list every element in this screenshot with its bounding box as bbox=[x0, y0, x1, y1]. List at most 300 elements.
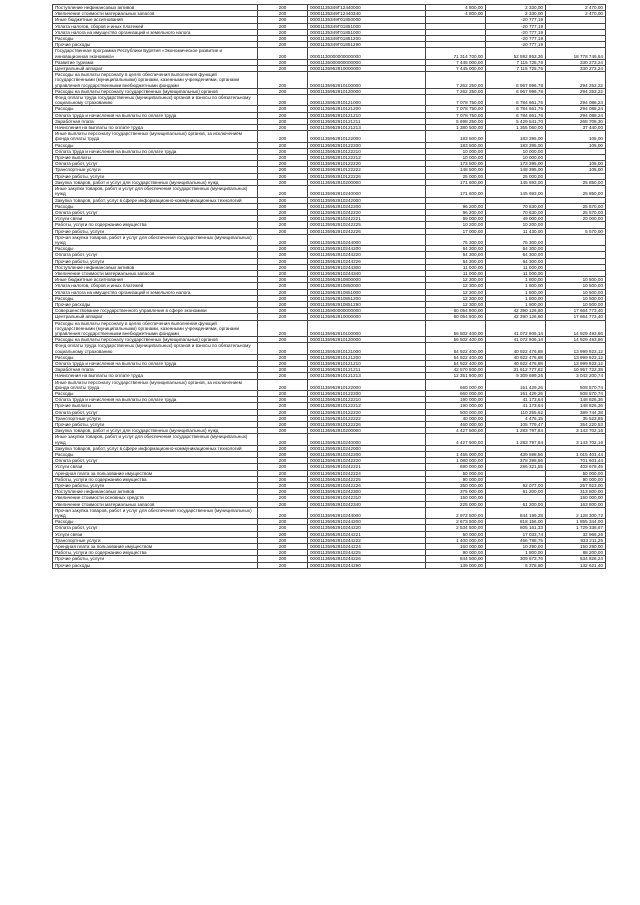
approved-amount-cell: 11 000,00 bbox=[426, 264, 486, 270]
table-row bbox=[53, 95, 606, 106]
approved-amount-cell: 4 800,00 bbox=[426, 11, 486, 17]
budget-code-cell: 00001135952910200000 bbox=[308, 428, 426, 434]
table-body bbox=[53, 5, 606, 569]
unexecuted-amount-cell: 257 923,00 bbox=[546, 483, 606, 489]
executed-amount-cell: 10 000,00 bbox=[486, 148, 546, 154]
approved-amount-cell: 7 445 000,00 bbox=[426, 66, 486, 72]
budget-code-cell: 00001135952910121000 bbox=[308, 95, 426, 106]
budget-code-cell: 00001135952910122212 bbox=[308, 155, 426, 161]
approved-amount-cell: 12 300,00 bbox=[426, 283, 486, 289]
budget-code-cell: 00001135952910121213 bbox=[308, 125, 426, 131]
line-code-cell: 200 bbox=[258, 112, 308, 118]
unexecuted-amount-cell: 330 273,24 bbox=[546, 59, 606, 65]
executed-amount-cell: 151 429,26 bbox=[486, 379, 546, 390]
line-code-cell: 200 bbox=[258, 277, 308, 283]
budget-code-cell: 00001135952910800000 bbox=[308, 277, 426, 283]
approved-amount-cell: 690 000,00 bbox=[426, 464, 486, 470]
table-row bbox=[53, 373, 606, 379]
line-code-cell: 200 bbox=[258, 354, 308, 360]
budget-code-cell: 00001135952910242200 bbox=[308, 452, 426, 458]
approved-amount-cell: 12 351 900,00 bbox=[426, 373, 486, 379]
budget-code-cell: 00001135952910244225 bbox=[308, 550, 426, 556]
executed-amount-cell: 1 800,00 bbox=[486, 289, 546, 295]
budget-code-cell: 00001135952910240000 bbox=[308, 434, 426, 445]
line-name-cell: Увеличение стоимости материальных запасов bbox=[53, 270, 258, 276]
unexecuted-amount-cell: 25 850,00 bbox=[546, 179, 606, 185]
budget-code-cell: 00001135952910850000 bbox=[308, 283, 426, 289]
line-code-cell: 200 bbox=[258, 367, 308, 373]
executed-amount-cell: 378 398,56 bbox=[486, 458, 546, 464]
line-code-cell: 200 bbox=[258, 72, 308, 89]
line-name-cell: Оплата труда и начисления на выплаты по оплате труда bbox=[53, 360, 258, 366]
unexecuted-amount-cell: 50 000,00 bbox=[546, 470, 606, 476]
line-code-cell: 200 bbox=[258, 428, 308, 434]
line-name-cell: Расходы bbox=[53, 36, 258, 42]
table-row bbox=[53, 186, 606, 197]
line-code-cell: 200 bbox=[258, 42, 308, 48]
line-name-cell: Развитие туризма bbox=[53, 59, 258, 65]
line-name-cell: Совершенствование государственного управления в сфере экономики bbox=[53, 308, 258, 314]
executed-amount-cell: 9 309 699,26 bbox=[486, 373, 546, 379]
line-code-cell: 200 bbox=[258, 397, 308, 403]
budget-code-cell: 00001135349Г12440340 bbox=[308, 11, 426, 17]
approved-amount-cell: 90 000,00 bbox=[426, 550, 486, 556]
budget-code-cell: 00001135952910121000 bbox=[308, 343, 426, 354]
executed-amount-cell: 31 612 777,62 bbox=[486, 367, 546, 373]
unexecuted-amount-cell: 354 220,53 bbox=[546, 422, 606, 428]
executed-amount-cell: 173 395,00 bbox=[486, 161, 546, 167]
executed-amount-cell: 42 390 126,60 bbox=[486, 308, 546, 314]
approved-amount-cell: 1 455 000,00 bbox=[426, 452, 486, 458]
approved-amount-cell: 10 000,00 bbox=[426, 148, 486, 154]
line-name-cell: Расходы bbox=[53, 295, 258, 301]
table-row bbox=[53, 308, 606, 314]
budget-code-cell: 00001135952910242300 bbox=[308, 489, 426, 495]
budget-code-cell: 00001135952910244000 bbox=[308, 234, 426, 245]
executed-amount-cell: 41 072 906,14 bbox=[486, 337, 546, 343]
approved-amount-cell: 96 200,00 bbox=[426, 209, 486, 215]
approved-amount-cell: 1 400 000,00 bbox=[426, 537, 486, 543]
table-row bbox=[53, 428, 606, 434]
line-name-cell: Транспортные услуги bbox=[53, 537, 258, 543]
approved-amount-cell: 90 000,00 bbox=[426, 476, 486, 482]
approved-amount-cell: 173 500,00 bbox=[426, 161, 486, 167]
line-code-cell: 200 bbox=[258, 434, 308, 445]
budget-code-cell: 00001135952910122220 bbox=[308, 161, 426, 167]
line-name-cell: Центральный аппарат bbox=[53, 314, 258, 320]
executed-amount-cell: 183 395,00 bbox=[486, 142, 546, 148]
approved-amount-cell: 500 000,00 bbox=[426, 409, 486, 415]
line-name-cell: Оплата труда и начисления на выплаты по оплате труда bbox=[53, 112, 258, 118]
budget-code-cell: 00001135952910244200 bbox=[308, 246, 426, 252]
line-name-cell: Прочие работы, услуги bbox=[53, 422, 258, 428]
budget-code-cell: 00001135952910122222 bbox=[308, 167, 426, 173]
unexecuted-amount-cell: 150 000,00 bbox=[546, 495, 606, 501]
approved-amount-cell: 7 078 750,00 bbox=[426, 95, 486, 106]
unexecuted-amount-cell: 88 200,00 bbox=[546, 550, 606, 556]
line-name-cell: Иные закупки товаров, работ и услуг для обеспечения государственных (муниципальных) нужд bbox=[53, 434, 258, 445]
approved-amount-cell: 69 000,00 bbox=[426, 216, 486, 222]
budget-code-cell: 00001135952910122210 bbox=[308, 397, 426, 403]
line-code-cell: 200 bbox=[258, 422, 308, 428]
approved-amount-cell: 96 200,00 bbox=[426, 203, 486, 209]
line-name-cell: Иные выплаты персоналу государственных (муниципальных) органов, за исключением фонда оплаты труда bbox=[53, 379, 258, 390]
unexecuted-amount-cell: 25 570,00 bbox=[546, 209, 606, 215]
unexecuted-amount-cell: 1 015 401,44 bbox=[546, 452, 606, 458]
unexecuted-amount-cell: 13 999 923,12 bbox=[546, 354, 606, 360]
approved-amount-cell: 17 000,00 bbox=[426, 228, 486, 234]
approved-amount-cell: 75 300,00 bbox=[426, 234, 486, 245]
line-code-cell: 200 bbox=[258, 234, 308, 245]
line-code-cell: 200 bbox=[258, 544, 308, 550]
approved-amount-cell: 4 800,00 bbox=[426, 5, 486, 11]
executed-amount-cell: -20 777,19 bbox=[486, 36, 546, 42]
line-code-cell: 200 bbox=[258, 391, 308, 397]
executed-amount-cell: 6 784 661,76 bbox=[486, 112, 546, 118]
unexecuted-amount-cell: 5 570,00 bbox=[546, 228, 606, 234]
line-code-cell: 200 bbox=[258, 519, 308, 525]
line-code-cell: 200 bbox=[258, 308, 308, 314]
executed-amount-cell: 52 592 953,36 bbox=[486, 48, 546, 59]
unexecuted-amount-cell: 10 957 722,38 bbox=[546, 367, 606, 373]
approved-amount-cell: 225 000,00 bbox=[426, 501, 486, 507]
line-code-cell: 200 bbox=[258, 155, 308, 161]
line-name-cell: Уплата налога на имущество организаций и земельного налога bbox=[53, 289, 258, 295]
budget-code-cell: 00001135952910244200 bbox=[308, 519, 426, 525]
unexecuted-amount-cell: 330 273,24 bbox=[546, 66, 606, 72]
budget-code-cell: 00001135952910851200 bbox=[308, 295, 426, 301]
approved-amount-cell: 139 000,00 bbox=[426, 562, 486, 568]
expenditure-table bbox=[52, 4, 606, 569]
line-name-cell: Фонд оплаты труда государственных (муниципальных) органов и взносы по обязательному социальному страхованию bbox=[53, 343, 258, 354]
table-row bbox=[53, 112, 606, 118]
line-code-cell: 200 bbox=[258, 258, 308, 264]
approved-amount-cell: 7 262 250,00 bbox=[426, 72, 486, 89]
executed-amount-cell: 151 429,26 bbox=[486, 391, 546, 397]
line-code-cell: 200 bbox=[258, 556, 308, 562]
unexecuted-amount-cell: 389 744,38 bbox=[546, 409, 606, 415]
line-code-cell: 200 bbox=[258, 118, 308, 124]
budget-code-cell: 00001135952910122212 bbox=[308, 403, 426, 409]
budget-code-cell: 00001135952910242000 bbox=[308, 445, 426, 451]
budget-code-cell: 00001135952910122220 bbox=[308, 409, 426, 415]
executed-amount-cell: 1 283 797,84 bbox=[486, 434, 546, 445]
table-row bbox=[53, 343, 606, 354]
budget-code-cell: 00001135952910244222 bbox=[308, 537, 426, 543]
budget-code-cell: 00001135952910242220 bbox=[308, 458, 426, 464]
unexecuted-amount-cell: 150 290,00 bbox=[546, 544, 606, 550]
budget-code-cell: 00001135000000000000 bbox=[308, 59, 426, 65]
unexecuted-amount-cell: 403 678,45 bbox=[546, 464, 606, 470]
line-name-cell: Уплата налогов, сборов и иных платежей bbox=[53, 23, 258, 29]
executed-amount-cell: 2 330,00 bbox=[486, 5, 546, 11]
line-name-cell: Прочая закупка товаров, работ и услуг для обеспечения государственных (муниципальных) нужд bbox=[53, 234, 258, 245]
executed-amount-cell: 40 922 476,88 bbox=[486, 343, 546, 354]
document-page bbox=[52, 4, 605, 569]
line-name-cell: Расходы bbox=[53, 203, 258, 209]
approved-amount-cell: 56 502 400,00 bbox=[426, 320, 486, 337]
line-code-cell: 200 bbox=[258, 537, 308, 543]
executed-amount-cell: -20 777,19 bbox=[486, 17, 546, 23]
budget-code-cell: 00001135952910244226 bbox=[308, 258, 426, 264]
unexecuted-amount-cell: 14 929 493,86 bbox=[546, 337, 606, 343]
line-code-cell: 200 bbox=[258, 228, 308, 234]
budget-code-cell: 00001135952910851000 bbox=[308, 289, 426, 295]
executed-amount-cell: 6 784 661,76 bbox=[486, 106, 546, 112]
line-code-cell: 200 bbox=[258, 11, 308, 17]
executed-amount-cell: 49 000,00 bbox=[486, 216, 546, 222]
line-code-cell: 200 bbox=[258, 186, 308, 197]
table-row bbox=[53, 544, 606, 550]
approved-amount-cell: 10 200,00 bbox=[426, 222, 486, 228]
line-name-cell: Начисления на выплаты по оплате труда bbox=[53, 125, 258, 131]
line-code-cell: 200 bbox=[258, 525, 308, 531]
approved-amount-cell: 7 445 000,00 bbox=[426, 59, 486, 65]
line-name-cell: Расходы bbox=[53, 391, 258, 397]
budget-code-cell: 00001135952910242221 bbox=[308, 464, 426, 470]
line-name-cell: Транспортные услуги bbox=[53, 167, 258, 173]
approved-amount-cell: 350 000,00 bbox=[426, 483, 486, 489]
line-code-cell: 200 bbox=[258, 106, 308, 112]
budget-code-cell: 00001135952910242225 bbox=[308, 222, 426, 228]
executed-amount-cell: -20 777,19 bbox=[486, 23, 546, 29]
budget-code-cell: 00001135952910240000 bbox=[308, 186, 426, 197]
approved-amount-cell: 7 262 250,00 bbox=[426, 88, 486, 94]
unexecuted-amount-cell: 10 500,00 bbox=[546, 283, 606, 289]
executed-amount-cell: 70 630,00 bbox=[486, 209, 546, 215]
budget-code-cell: 00001135952910244220 bbox=[308, 252, 426, 258]
approved-amount-cell: 54 922 400,00 bbox=[426, 343, 486, 354]
line-code-cell: 200 bbox=[258, 36, 308, 42]
executed-amount-cell: 40 922 476,88 bbox=[486, 354, 546, 360]
executed-amount-cell: 5 429 541,70 bbox=[486, 118, 546, 124]
line-code-cell: 200 bbox=[258, 507, 308, 518]
budget-code-cell: 00001135952910242226 bbox=[308, 483, 426, 489]
budget-code-cell: 00001135952910242224 bbox=[308, 470, 426, 476]
line-code-cell: 200 bbox=[258, 142, 308, 148]
line-code-cell: 200 bbox=[258, 283, 308, 289]
approved-amount-cell: 4 427 500,00 bbox=[426, 428, 486, 434]
line-code-cell: 200 bbox=[258, 173, 308, 179]
line-name-cell: Увеличение стоимости материальных запасов bbox=[53, 501, 258, 507]
executed-amount-cell: 7 115 725,76 bbox=[486, 59, 546, 65]
table-row bbox=[53, 501, 606, 507]
approved-amount-cell: 60 054 900,00 bbox=[426, 308, 486, 314]
unexecuted-amount-cell: 3 143 702,16 bbox=[546, 434, 606, 445]
table-row bbox=[53, 562, 606, 568]
table-row bbox=[53, 23, 606, 29]
line-name-cell: Иные бюджетные ассигнования bbox=[53, 277, 258, 283]
budget-code-cell: 00001135952910121213 bbox=[308, 373, 426, 379]
table-row bbox=[53, 222, 606, 228]
table-row bbox=[53, 337, 606, 343]
unexecuted-amount-cell: 132 621,40 bbox=[546, 562, 606, 568]
unexecuted-amount-cell: 933 211,25 bbox=[546, 537, 606, 543]
approved-amount-cell: 190 000,00 bbox=[426, 397, 486, 403]
unexecuted-amount-cell: 534 826,24 bbox=[546, 556, 606, 562]
line-code-cell: 200 bbox=[258, 562, 308, 568]
budget-code-cell: 00001135952910000000 bbox=[308, 66, 426, 72]
approved-amount-cell: 4 427 500,00 bbox=[426, 434, 486, 445]
executed-amount-cell: 64 300,00 bbox=[486, 246, 546, 252]
table-row bbox=[53, 360, 606, 366]
budget-code-cell: 00001135349Г01850000 bbox=[308, 17, 426, 23]
budget-code-cell: 00001135952910121211 bbox=[308, 367, 426, 373]
executed-amount-cell: 17 033,74 bbox=[486, 531, 546, 537]
approved-amount-cell: 25 000,00 bbox=[426, 173, 486, 179]
executed-amount-cell: 309 673,76 bbox=[486, 556, 546, 562]
unexecuted-amount-cell: 701 601,44 bbox=[546, 458, 606, 464]
line-code-cell: 200 bbox=[258, 131, 308, 142]
line-name-cell: Работы, услуги по содержанию имущества bbox=[53, 550, 258, 556]
approved-amount-cell: 183 500,00 bbox=[426, 142, 486, 148]
approved-amount-cell: 10 000,00 bbox=[426, 155, 486, 161]
line-name-cell: Прочие работы, услуги bbox=[53, 483, 258, 489]
unexecuted-amount-cell: 508 570,74 bbox=[546, 391, 606, 397]
budget-code-cell: 00001135349Г01851000 bbox=[308, 29, 426, 35]
unexecuted-amount-cell: 20 000,00 bbox=[546, 216, 606, 222]
budget-code-cell: 00001135952910122210 bbox=[308, 148, 426, 154]
budget-code-cell: 00001135952910121200 bbox=[308, 106, 426, 112]
budget-code-cell: 00001135349Г12440000 bbox=[308, 5, 426, 11]
budget-code-cell: 00001135952910244220 bbox=[308, 525, 426, 531]
unexecuted-amount-cell: 148 826,36 bbox=[546, 397, 606, 403]
line-code-cell: 200 bbox=[258, 216, 308, 222]
executed-amount-cell: 64 300,00 bbox=[486, 252, 546, 258]
unexecuted-amount-cell: 25 850,00 bbox=[546, 186, 606, 197]
line-name-cell: Поступление нефинансовых активов bbox=[53, 489, 258, 495]
line-name-cell: Иные бюджетные ассигнования bbox=[53, 17, 258, 23]
line-name-cell: Закупка товаров, работ, услуг в сфере информационно-коммуникационных технологий bbox=[53, 445, 258, 451]
line-code-cell: 200 bbox=[258, 66, 308, 72]
approved-amount-cell: 460 000,00 bbox=[426, 422, 486, 428]
line-name-cell: Расходы bbox=[53, 519, 258, 525]
line-code-cell: 200 bbox=[258, 295, 308, 301]
unexecuted-amount-cell: 25 570,00 bbox=[546, 203, 606, 209]
line-code-cell: 200 bbox=[258, 476, 308, 482]
unexecuted-amount-cell: 14 929 493,86 bbox=[546, 320, 606, 337]
approved-amount-cell: 7 078 750,00 bbox=[426, 106, 486, 112]
approved-amount-cell: 2 972 500,00 bbox=[426, 507, 486, 518]
line-code-cell: 200 bbox=[258, 197, 308, 203]
line-name-cell: Заработная плата bbox=[53, 118, 258, 124]
line-code-cell: 200 bbox=[258, 23, 308, 29]
line-name-cell: Закупка товаров, работ и услуг для государственных (муниципальных) нужд bbox=[53, 428, 258, 434]
unexecuted-amount-cell: 3 042 200,74 bbox=[546, 373, 606, 379]
line-code-cell: 200 bbox=[258, 314, 308, 320]
line-name-cell: Расходы bbox=[53, 452, 258, 458]
table-row bbox=[53, 379, 606, 390]
executed-amount-cell: 1 800,00 bbox=[486, 283, 546, 289]
executed-amount-cell: 11 430,00 bbox=[486, 228, 546, 234]
approved-amount-cell: 660 000,00 bbox=[426, 379, 486, 390]
line-code-cell: 200 bbox=[258, 95, 308, 106]
unexecuted-amount-cell: 3 143 702,16 bbox=[546, 428, 606, 434]
unexecuted-amount-cell: 268 708,30 bbox=[546, 118, 606, 124]
budget-code-cell: 00001135952910851290 bbox=[308, 301, 426, 307]
line-name-cell: Оплата труда и начисления на выплаты по оплате труда bbox=[53, 148, 258, 154]
approved-amount-cell: 54 922 400,00 bbox=[426, 360, 486, 366]
budget-code-cell: 00001135952910244226 bbox=[308, 556, 426, 562]
line-name-cell: Поступление нефинансовых активов bbox=[53, 5, 258, 11]
line-name-cell: Увеличение стоимости материальных запасов bbox=[53, 11, 258, 17]
executed-amount-cell: 7 115 725,76 bbox=[486, 66, 546, 72]
executed-amount-cell: 2 330,00 bbox=[486, 11, 546, 17]
budget-code-cell: 00001135952910244290 bbox=[308, 562, 426, 568]
executed-amount-cell: 1 355 060,00 bbox=[486, 125, 546, 131]
executed-amount-cell: 10 200,00 bbox=[486, 222, 546, 228]
line-name-cell: Оплата работ, услуг bbox=[53, 252, 258, 258]
executed-amount-cell: 10 000,00 bbox=[486, 155, 546, 161]
line-name-cell: Прочие расходы bbox=[53, 562, 258, 568]
unexecuted-amount-cell: 2 470,00 bbox=[546, 11, 606, 17]
budget-code-cell: 00001130000000000000 bbox=[308, 48, 426, 59]
line-name-cell: Оплата работ, услуг bbox=[53, 458, 258, 464]
unexecuted-amount-cell: 17 664 773,40 bbox=[546, 308, 606, 314]
approved-amount-cell: 60 054 900,00 bbox=[426, 314, 486, 320]
line-name-cell: Работы, услуги по содержанию имущества bbox=[53, 222, 258, 228]
line-code-cell: 200 bbox=[258, 343, 308, 354]
budget-code-cell: 00001135952910242226 bbox=[308, 228, 426, 234]
budget-code-cell: 00001135952910121200 bbox=[308, 354, 426, 360]
executed-amount-cell: 105 779,47 bbox=[486, 422, 546, 428]
table-row bbox=[53, 179, 606, 185]
line-name-cell: Уплата налога на имущество организаций и земельного налога bbox=[53, 29, 258, 35]
executed-amount-cell: -20 777,19 bbox=[486, 42, 546, 48]
unexecuted-amount-cell: 105,00 bbox=[546, 167, 606, 173]
line-code-cell: 200 bbox=[258, 495, 308, 501]
unexecuted-amount-cell: 32 966,26 bbox=[546, 531, 606, 537]
line-name-cell: Начисления на выплаты по оплате труда bbox=[53, 373, 258, 379]
approved-amount-cell: 148 500,00 bbox=[426, 167, 486, 173]
line-name-cell: Закупка товаров, работ, услуг в сфере информационно-коммуникационных технологий bbox=[53, 197, 258, 203]
approved-amount-cell: 183 500,00 bbox=[426, 131, 486, 142]
approved-amount-cell: 50 000,00 bbox=[426, 531, 486, 537]
line-name-cell: Прочие работы, услуги bbox=[53, 173, 258, 179]
line-name-cell: Расходы bbox=[53, 142, 258, 148]
line-code-cell: 200 bbox=[258, 289, 308, 295]
line-name-cell: Расходы bbox=[53, 246, 258, 252]
line-code-cell: 200 bbox=[258, 148, 308, 154]
line-name-cell: Иные выплаты персоналу государственных (муниципальных) органов, за исключением фонда оплаты труда bbox=[53, 131, 258, 142]
unexecuted-amount-cell: 10 500,00 bbox=[546, 289, 606, 295]
approved-amount-cell: 40 000,00 bbox=[426, 415, 486, 421]
line-code-cell: 200 bbox=[258, 445, 308, 451]
unexecuted-amount-cell: 1 855 344,00 bbox=[546, 519, 606, 525]
line-name-cell: Работы, услуги по содержанию имущества bbox=[53, 476, 258, 482]
executed-amount-cell: 1 283 797,84 bbox=[486, 428, 546, 434]
budget-code-cell: 00001135952910120000 bbox=[308, 337, 426, 343]
unexecuted-amount-cell: 294 088,24 bbox=[546, 112, 606, 118]
executed-amount-cell: 61 200,00 bbox=[486, 501, 546, 507]
line-code-cell: 200 bbox=[258, 179, 308, 185]
executed-amount-cell: 41 173,64 bbox=[486, 397, 546, 403]
line-name-cell: Транспортные услуги bbox=[53, 415, 258, 421]
executed-amount-cell: 92 077,00 bbox=[486, 483, 546, 489]
executed-amount-cell: 1 800,00 bbox=[486, 301, 546, 307]
line-name-cell: Расходы на выплаты персоналу в целях обеспечения выполнения функций государственными (муниципальными) органами, казенными учреждениями, органами управления государственными внебюджетными фондами bbox=[53, 320, 258, 337]
executed-amount-cell: 183 395,00 bbox=[486, 131, 546, 142]
table-row bbox=[53, 72, 606, 89]
unexecuted-amount-cell: 13 999 923,12 bbox=[546, 360, 606, 366]
budget-code-cell: 00001135349Г01851290 bbox=[308, 42, 426, 48]
line-name-cell: Прочие расходы bbox=[53, 301, 258, 307]
table-row bbox=[53, 507, 606, 518]
line-name-cell: Прочие выплаты bbox=[53, 403, 258, 409]
executed-amount-cell: 1 800,00 bbox=[486, 295, 546, 301]
unexecuted-amount-cell: 2 470,00 bbox=[546, 5, 606, 11]
table-row bbox=[53, 29, 606, 35]
